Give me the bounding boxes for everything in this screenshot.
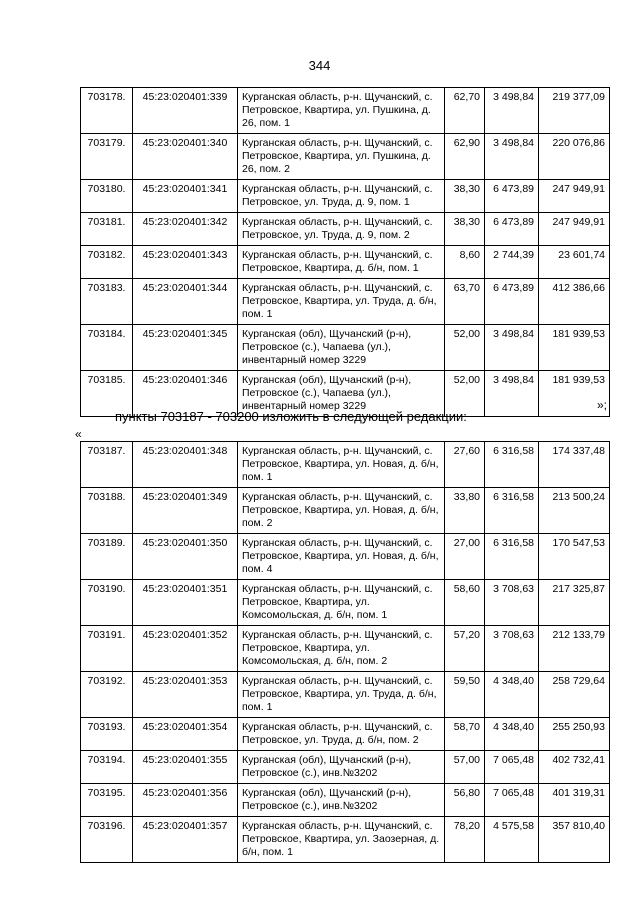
total-value-cell: 217 325,87: [539, 580, 610, 626]
cadastral-number-cell: 45:23:020401:346: [133, 371, 238, 417]
area-cell: 58,60: [445, 580, 485, 626]
property-table-bottom: [80, 441, 610, 863]
area-cell: 62,90: [445, 134, 485, 180]
unit-price-cell: 6 316,58: [485, 442, 539, 488]
row-number-cell: 703183.: [81, 279, 133, 325]
total-value-cell: 247 949,91: [539, 213, 610, 246]
closing-quote: »;: [597, 398, 608, 412]
address-cell: Курганская область, р-н. Щучанский, с. Петровское, Квартира, ул. Труда, д. б/н, пом. 1: [238, 672, 445, 718]
address-cell: Курганская область, р-н. Щучанский, с. Петровское, Квартира, д. б/н, пом. 1: [238, 246, 445, 279]
cadastral-number-cell: 45:23:020401:344: [133, 279, 238, 325]
table-row: [81, 751, 610, 784]
total-value-cell: 220 076,86: [539, 134, 610, 180]
page-number: 344: [308, 58, 331, 73]
total-value-cell: 258 729,64: [539, 672, 610, 718]
table-row: [81, 246, 610, 279]
row-number-cell: 703178.: [81, 88, 133, 134]
unit-price-cell: 7 065,48: [485, 784, 539, 817]
unit-price-cell: 6 473,89: [485, 213, 539, 246]
cadastral-number-cell: 45:23:020401:357: [133, 817, 238, 863]
area-cell: 33,80: [445, 488, 485, 534]
address-cell: Курганская область, р-н. Щучанский, с. Петровское, ул. Труда, д. б/н, пом. 2: [238, 718, 445, 751]
area-cell: 57,20: [445, 626, 485, 672]
total-value-cell: 412 386,66: [539, 279, 610, 325]
total-value-cell: 357 810,40: [539, 817, 610, 863]
unit-price-cell: 4 575,58: [485, 817, 539, 863]
row-number-cell: 703195.: [81, 784, 133, 817]
opening-quote: «: [75, 427, 82, 441]
unit-price-cell: 6 473,89: [485, 279, 539, 325]
row-number-cell: 703179.: [81, 134, 133, 180]
area-cell: 63,70: [445, 279, 485, 325]
row-number-cell: 703182.: [81, 246, 133, 279]
row-number-cell: 703189.: [81, 534, 133, 580]
address-cell: Курганская область, р-н. Щучанский, с. Петровское, Квартира, ул. Новая, д. б/н, пом. 1: [238, 442, 445, 488]
table-row: [81, 817, 610, 863]
table-row: [81, 279, 610, 325]
total-value-cell: 174 337,48: [539, 442, 610, 488]
total-value-cell: 181 939,53: [539, 325, 610, 371]
area-cell: 56,80: [445, 784, 485, 817]
area-cell: 52,00: [445, 325, 485, 371]
total-value-cell: 402 732,41: [539, 751, 610, 784]
table-row: [81, 180, 610, 213]
unit-price-cell: 3 498,84: [485, 371, 539, 417]
unit-price-cell: 3 498,84: [485, 88, 539, 134]
address-cell: Курганская область, р-н. Щучанский, с. Петровское, Квартира, ул. Заозерная, д. б/н, пом. 1: [238, 817, 445, 863]
table-row: [81, 442, 610, 488]
table-row: [81, 784, 610, 817]
area-cell: 62,70: [445, 88, 485, 134]
row-number-cell: 703185.: [81, 371, 133, 417]
table-row: [81, 325, 610, 371]
area-cell: 27,60: [445, 442, 485, 488]
row-number-cell: 703184.: [81, 325, 133, 371]
unit-price-cell: 3 498,84: [485, 134, 539, 180]
row-number-cell: 703187.: [81, 442, 133, 488]
area-cell: 8,60: [445, 246, 485, 279]
table-row: [81, 134, 610, 180]
area-cell: 38,30: [445, 213, 485, 246]
row-number-cell: 703188.: [81, 488, 133, 534]
total-value-cell: 247 949,91: [539, 180, 610, 213]
cadastral-number-cell: 45:23:020401:355: [133, 751, 238, 784]
table-row: [81, 626, 610, 672]
cadastral-number-cell: 45:23:020401:341: [133, 180, 238, 213]
unit-price-cell: 3 708,63: [485, 626, 539, 672]
cadastral-number-cell: 45:23:020401:342: [133, 213, 238, 246]
unit-price-cell: 2 744,39: [485, 246, 539, 279]
total-value-cell: 170 547,53: [539, 534, 610, 580]
cadastral-number-cell: 45:23:020401:353: [133, 672, 238, 718]
area-cell: 52,00: [445, 371, 485, 417]
address-cell: Курганская область, р-н. Щучанский, с. Петровское, Квартира, ул. Комсомольская, д. б/н, пом. 1: [238, 580, 445, 626]
area-cell: 58,70: [445, 718, 485, 751]
cadastral-number-cell: 45:23:020401:356: [133, 784, 238, 817]
address-cell: Курганская область, р-н. Щучанский, с. Петровское, Квартира, ул. Новая, д. б/н, пом. 2: [238, 488, 445, 534]
unit-price-cell: 4 348,40: [485, 672, 539, 718]
area-cell: 78,20: [445, 817, 485, 863]
total-value-cell: 213 500,24: [539, 488, 610, 534]
cadastral-number-cell: 45:23:020401:349: [133, 488, 238, 534]
row-number-cell: 703180.: [81, 180, 133, 213]
area-cell: 27,00: [445, 534, 485, 580]
total-value-cell: 401 319,31: [539, 784, 610, 817]
cadastral-number-cell: 45:23:020401:339: [133, 88, 238, 134]
address-cell: Курганская (обл), Щучанский (р-н), Петровское (с.), инв.№3202: [238, 751, 445, 784]
cadastral-number-cell: 45:23:020401:351: [133, 580, 238, 626]
address-cell: Курганская (обл), Щучанский (р-н), Петровское (с.), инв.№3202: [238, 784, 445, 817]
unit-price-cell: 3 498,84: [485, 325, 539, 371]
address-cell: Курганская (обл), Щучанский (р-н), Петровское (с.), Чапаева (ул.), инвентарный номер 3229: [238, 325, 445, 371]
row-number-cell: 703194.: [81, 751, 133, 784]
cadastral-number-cell: 45:23:020401:350: [133, 534, 238, 580]
address-cell: Курганская область, р-н. Щучанский, с. Петровское, Квартира, ул. Новая, д. б/н, пом. 4: [238, 534, 445, 580]
total-value-cell: 212 133,79: [539, 626, 610, 672]
cadastral-number-cell: 45:23:020401:348: [133, 442, 238, 488]
table-row: [81, 88, 610, 134]
property-table-bottom-body: [81, 442, 610, 863]
area-cell: 57,00: [445, 751, 485, 784]
area-cell: 59,50: [445, 672, 485, 718]
cadastral-number-cell: 45:23:020401:340: [133, 134, 238, 180]
table-row: [81, 718, 610, 751]
table-row: [81, 534, 610, 580]
row-number-cell: 703196.: [81, 817, 133, 863]
cadastral-number-cell: 45:23:020401:352: [133, 626, 238, 672]
cadastral-number-cell: 45:23:020401:354: [133, 718, 238, 751]
address-cell: Курганская (обл), Щучанский (р-н), Петровское (с.), Чапаева (ул.), инвентарный номер 3229: [238, 371, 445, 417]
unit-price-cell: 7 065,48: [485, 751, 539, 784]
unit-price-cell: 6 473,89: [485, 180, 539, 213]
property-table-top: [80, 87, 610, 417]
address-cell: Курганская область, р-н. Щучанский, с. Петровское, Квартира, ул. Пушкина, д. 26, пом. 2: [238, 134, 445, 180]
row-number-cell: 703181.: [81, 213, 133, 246]
address-cell: Курганская область, р-н. Щучанский, с. Петровское, Квартира, ул. Труда, д. б/н, пом. 1: [238, 279, 445, 325]
table-row: [81, 580, 610, 626]
address-cell: Курганская область, р-н. Щучанский, с. Петровское, Квартира, ул. Пушкина, д. 26, пом. 1: [238, 88, 445, 134]
area-cell: 38,30: [445, 180, 485, 213]
property-table-top-body: [81, 88, 610, 417]
total-value-cell: 23 601,74: [539, 246, 610, 279]
table-row: [81, 488, 610, 534]
address-cell: Курганская область, р-н. Щучанский, с. Петровское, Квартира, ул. Комсомольская, д. б/н, пом. 2: [238, 626, 445, 672]
amendment-instruction: пункты 703187 - 703200 изложить в следующей редакции:: [115, 409, 467, 424]
row-number-cell: 703190.: [81, 580, 133, 626]
address-cell: Курганская область, р-н. Щучанский, с. Петровское, ул. Труда, д. 9, пом. 1: [238, 180, 445, 213]
cadastral-number-cell: 45:23:020401:345: [133, 325, 238, 371]
total-value-cell: 255 250,93: [539, 718, 610, 751]
row-number-cell: 703192.: [81, 672, 133, 718]
total-value-cell: 219 377,09: [539, 88, 610, 134]
total-value-cell: 181 939,53: [539, 371, 610, 417]
cadastral-number-cell: 45:23:020401:343: [133, 246, 238, 279]
unit-price-cell: 4 348,40: [485, 718, 539, 751]
unit-price-cell: 3 708,63: [485, 580, 539, 626]
table-row: [81, 672, 610, 718]
unit-price-cell: 6 316,58: [485, 488, 539, 534]
row-number-cell: 703193.: [81, 718, 133, 751]
row-number-cell: 703191.: [81, 626, 133, 672]
address-cell: Курганская область, р-н. Щучанский, с. Петровское, ул. Труда, д. 9, пом. 2: [238, 213, 445, 246]
table-row: [81, 213, 610, 246]
unit-price-cell: 6 316,58: [485, 534, 539, 580]
